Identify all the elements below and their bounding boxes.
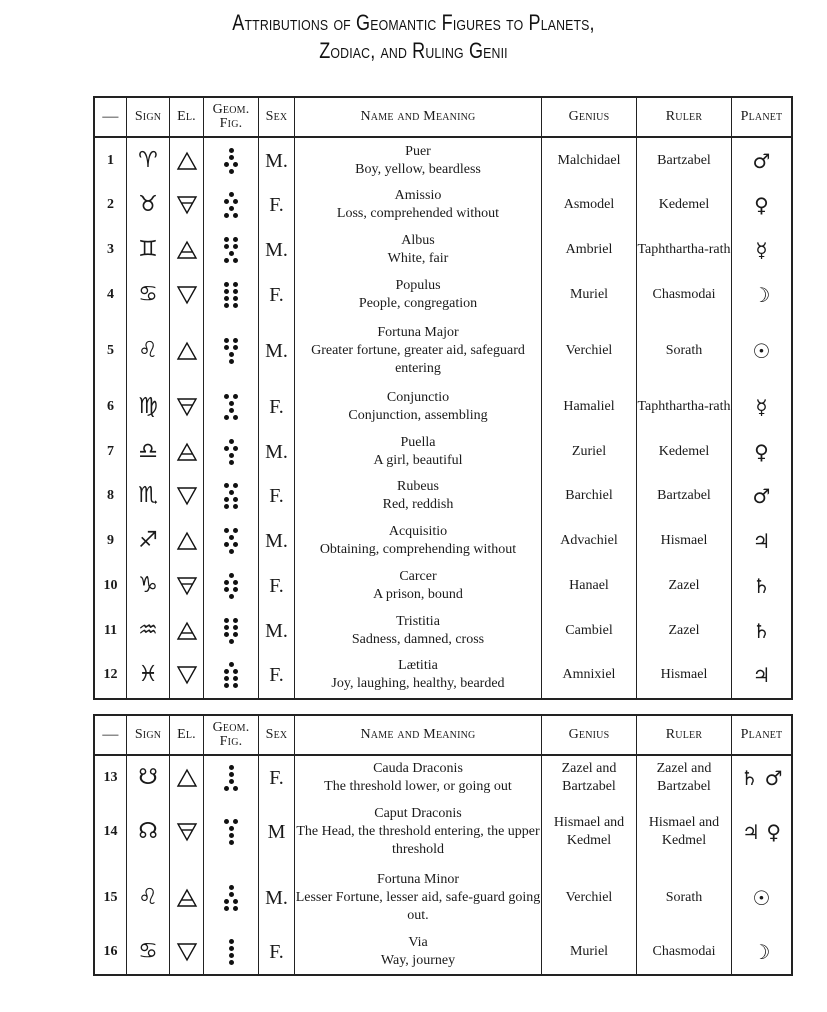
name-and-meaning-cell bbox=[295, 865, 542, 930]
zodiac-leo-icon: ♌ bbox=[127, 865, 170, 930]
table-body-nodes bbox=[94, 755, 792, 975]
name-and-meaning-cell bbox=[295, 317, 542, 384]
genius-value: Amnixiel bbox=[542, 653, 637, 699]
attributions-table-main bbox=[93, 96, 793, 700]
header-name-meaning: Name and Meaning bbox=[295, 715, 542, 755]
ruler-value: Sorath bbox=[637, 865, 732, 930]
planet-icon: ♀ bbox=[732, 183, 793, 228]
page-title-line-1: Attributions of Geomantic Figures to Planets, bbox=[232, 10, 595, 35]
header-sex: Sex bbox=[259, 715, 295, 755]
element-water-icon bbox=[170, 930, 204, 975]
zodiac-gemini-icon: ♊ bbox=[127, 228, 170, 273]
genius-value: Zazel and Bartzabel bbox=[542, 755, 637, 800]
figure-meaning: Joy, laughing, healthy, bearded bbox=[331, 676, 505, 692]
figure-name: Amissio bbox=[394, 188, 442, 204]
figure-meaning: A girl, beautiful bbox=[373, 452, 463, 468]
header-geom-line1: Geom. bbox=[212, 102, 250, 117]
figure-name: Caput Draconis bbox=[374, 806, 462, 822]
planet-icon: ♂ bbox=[732, 137, 793, 183]
figure-meaning: Greater fortune, greater aid, safeguard entering bbox=[311, 342, 525, 376]
geomantic-figure-icon bbox=[204, 930, 259, 975]
geomantic-figure-icon bbox=[204, 228, 259, 273]
ruler-value: Chasmodai bbox=[637, 930, 732, 975]
genius-value: Hismael and Kedmel bbox=[542, 800, 637, 865]
genius-value: Hamaliel bbox=[542, 384, 637, 429]
name-and-meaning-cell bbox=[295, 273, 542, 318]
planet-icon: ♂ bbox=[732, 474, 793, 519]
ruler-value: Kedemel bbox=[637, 183, 732, 228]
table-row bbox=[94, 800, 792, 865]
planet-icon: ☽ bbox=[732, 273, 793, 318]
geomantic-figure-icon bbox=[204, 183, 259, 228]
planet-icon: ♄ ♂ bbox=[732, 755, 793, 800]
name-and-meaning-cell bbox=[295, 930, 542, 975]
header-geomantic-figure bbox=[204, 715, 259, 755]
header-geom-line1: Geom. bbox=[212, 720, 250, 735]
sex-value: F. bbox=[259, 930, 295, 975]
figure-meaning: Way, journey bbox=[380, 953, 456, 969]
ruler-value: Hismael bbox=[637, 653, 732, 699]
planet-icon: ♄ bbox=[732, 563, 793, 608]
row-number: 12 bbox=[94, 653, 127, 699]
header-ruler: Ruler bbox=[637, 715, 732, 755]
table-row bbox=[94, 653, 792, 699]
genius-value: Ambriel bbox=[542, 228, 637, 273]
figure-name: Cauda Draconis bbox=[373, 760, 463, 776]
geomantic-figure-icon bbox=[204, 755, 259, 800]
table-row bbox=[94, 930, 792, 975]
row-number: 13 bbox=[94, 755, 127, 800]
geomantic-figure-icon bbox=[204, 519, 259, 564]
figure-meaning: The threshold lower, or going out bbox=[324, 778, 512, 794]
table-row bbox=[94, 384, 792, 429]
genius-value: Zuriel bbox=[542, 429, 637, 474]
header-genius: Genius bbox=[542, 97, 637, 137]
ruler-value: Hismael bbox=[637, 519, 732, 564]
name-and-meaning-cell bbox=[295, 563, 542, 608]
figure-name: Fortuna Major bbox=[377, 324, 459, 340]
name-and-meaning-cell bbox=[295, 228, 542, 273]
sex-value: F. bbox=[259, 384, 295, 429]
genius-value: Asmodel bbox=[542, 183, 637, 228]
header-planet: Planet bbox=[732, 97, 793, 137]
row-number: 15 bbox=[94, 865, 127, 930]
table-row bbox=[94, 608, 792, 653]
header-element: El. bbox=[170, 715, 204, 755]
geomantic-figure-icon bbox=[204, 273, 259, 318]
element-earth-icon bbox=[170, 183, 204, 228]
table-row bbox=[94, 563, 792, 608]
figure-name: Via bbox=[408, 935, 428, 951]
header-sign: Sign bbox=[127, 97, 170, 137]
name-and-meaning-cell bbox=[295, 474, 542, 519]
figure-meaning: People, congregation bbox=[358, 295, 478, 311]
figure-meaning: Loss, comprehended without bbox=[336, 206, 500, 222]
row-number: 14 bbox=[94, 800, 127, 865]
zodiac-pisces-icon: ♓ bbox=[127, 653, 170, 699]
table-row bbox=[94, 183, 792, 228]
table-row bbox=[94, 429, 792, 474]
geomantic-figure-icon bbox=[204, 137, 259, 183]
element-earth-icon bbox=[170, 563, 204, 608]
table-row bbox=[94, 273, 792, 318]
ruler-value: Hismael and Kedmel bbox=[637, 800, 732, 865]
row-number: 1 bbox=[94, 137, 127, 183]
genius-value: Muriel bbox=[542, 930, 637, 975]
element-air-icon bbox=[170, 429, 204, 474]
planet-icon: ♃ ♀ bbox=[732, 800, 793, 865]
table-header-row bbox=[94, 97, 792, 137]
sex-value: F. bbox=[259, 755, 295, 800]
figure-name: Fortuna Minor bbox=[376, 871, 460, 887]
row-number: 6 bbox=[94, 384, 127, 429]
name-and-meaning-cell bbox=[295, 384, 542, 429]
row-number: 9 bbox=[94, 519, 127, 564]
table-row bbox=[94, 228, 792, 273]
element-water-icon bbox=[170, 273, 204, 318]
header-number: — bbox=[94, 97, 127, 137]
row-number: 16 bbox=[94, 930, 127, 975]
geomantic-figure-icon bbox=[204, 653, 259, 699]
header-number: — bbox=[94, 715, 127, 755]
page-title-line-2: Zodiac, and Ruling Genii bbox=[319, 38, 508, 63]
row-number: 2 bbox=[94, 183, 127, 228]
row-number: 7 bbox=[94, 429, 127, 474]
ruler-value: Sorath bbox=[637, 317, 732, 384]
genius-value: Barchiel bbox=[542, 474, 637, 519]
header-geom-line2: Fig. bbox=[219, 734, 243, 749]
figure-name: Tristitia bbox=[396, 613, 440, 629]
element-air-icon bbox=[170, 608, 204, 653]
figure-meaning: The Head, the threshold entering, the upper threshold bbox=[296, 824, 540, 858]
header-sign: Sign bbox=[127, 715, 170, 755]
geomantic-figure-icon bbox=[204, 865, 259, 930]
zodiac-virgo-icon: ♍ bbox=[127, 384, 170, 429]
element-water-icon bbox=[170, 474, 204, 519]
zodiac-scorpio-icon: ♏ bbox=[127, 474, 170, 519]
sex-value: F. bbox=[259, 273, 295, 318]
zodiac-cancer-icon: ♋ bbox=[127, 930, 170, 975]
sex-value: M. bbox=[259, 228, 295, 273]
sex-value: F. bbox=[259, 183, 295, 228]
genius-value: Advachiel bbox=[542, 519, 637, 564]
name-and-meaning-cell bbox=[295, 800, 542, 865]
name-and-meaning-cell bbox=[295, 137, 542, 183]
genius-value: Cambiel bbox=[542, 608, 637, 653]
element-fire-icon bbox=[170, 755, 204, 800]
planet-icon: ☿ bbox=[732, 384, 793, 429]
ruler-value: Taphthartha-rath bbox=[637, 384, 732, 429]
name-and-meaning-cell bbox=[295, 429, 542, 474]
header-planet: Planet bbox=[732, 715, 793, 755]
sex-value: M. bbox=[259, 865, 295, 930]
table-header-row bbox=[94, 715, 792, 755]
element-earth-icon bbox=[170, 800, 204, 865]
zodiac-libra-icon: ♎ bbox=[127, 429, 170, 474]
ruler-value: Kedemel bbox=[637, 429, 732, 474]
ruler-value: Zazel and Bartzabel bbox=[637, 755, 732, 800]
name-and-meaning-cell bbox=[295, 608, 542, 653]
genius-value: Muriel bbox=[542, 273, 637, 318]
table-row bbox=[94, 755, 792, 800]
genius-value: Verchiel bbox=[542, 865, 637, 930]
sex-value: M. bbox=[259, 317, 295, 384]
element-water-icon bbox=[170, 653, 204, 699]
zodiac-aquarius-icon: ♒ bbox=[127, 608, 170, 653]
row-number: 8 bbox=[94, 474, 127, 519]
sex-value: M. bbox=[259, 429, 295, 474]
zodiac-aries-icon: ♈ bbox=[127, 137, 170, 183]
name-and-meaning-cell bbox=[295, 755, 542, 800]
zodiac-ascending-node-icon: ☊ bbox=[127, 800, 170, 865]
ruler-value: Chasmodai bbox=[637, 273, 732, 318]
table-row bbox=[94, 519, 792, 564]
figure-meaning: Red, reddish bbox=[382, 497, 454, 513]
name-and-meaning-cell bbox=[295, 519, 542, 564]
zodiac-cancer-icon: ♋ bbox=[127, 273, 170, 318]
figure-name: Acquisitio bbox=[388, 524, 448, 540]
figure-name: Albus bbox=[401, 233, 435, 249]
geomantic-figure-icon bbox=[204, 384, 259, 429]
figure-meaning: A prison, bound bbox=[373, 586, 463, 602]
name-and-meaning-cell bbox=[295, 183, 542, 228]
table-row bbox=[94, 317, 792, 384]
element-air-icon bbox=[170, 865, 204, 930]
header-geomantic-figure bbox=[204, 97, 259, 137]
element-fire-icon bbox=[170, 317, 204, 384]
ruler-value: Bartzabel bbox=[637, 137, 732, 183]
header-sex: Sex bbox=[259, 97, 295, 137]
planet-icon: ♄ bbox=[732, 608, 793, 653]
geomantic-figure-icon bbox=[204, 474, 259, 519]
header-name-meaning: Name and Meaning bbox=[295, 97, 542, 137]
sex-value: M. bbox=[259, 519, 295, 564]
zodiac-sagittarius-icon: ♐ bbox=[127, 519, 170, 564]
planet-icon: ☉ bbox=[732, 865, 793, 930]
planet-icon: ☿ bbox=[732, 228, 793, 273]
row-number: 3 bbox=[94, 228, 127, 273]
planet-icon: ♀ bbox=[732, 429, 793, 474]
planet-icon: ☉ bbox=[732, 317, 793, 384]
figure-name: Conjunctio bbox=[386, 389, 450, 405]
figure-meaning: Conjunction, assembling bbox=[348, 407, 488, 423]
ruler-value: Bartzabel bbox=[637, 474, 732, 519]
name-and-meaning-cell bbox=[295, 653, 542, 699]
figure-meaning: Obtaining, comprehending without bbox=[319, 542, 517, 558]
ruler-value: Taphthartha-rath bbox=[637, 228, 732, 273]
genius-value: Verchiel bbox=[542, 317, 637, 384]
figure-meaning: White, fair bbox=[387, 251, 449, 267]
zodiac-descending-node-icon: ☋ bbox=[127, 755, 170, 800]
figure-name: Puella bbox=[400, 434, 436, 450]
header-genius: Genius bbox=[542, 715, 637, 755]
figure-meaning: Lesser Fortune, lesser aid, safe-guard going out. bbox=[295, 889, 541, 923]
header-element: El. bbox=[170, 97, 204, 137]
table-body-main bbox=[94, 137, 792, 699]
zodiac-leo-icon: ♌ bbox=[127, 317, 170, 384]
sex-value: F. bbox=[259, 474, 295, 519]
figure-name: Rubeus bbox=[397, 479, 439, 495]
geomantic-figure-icon bbox=[204, 563, 259, 608]
geomantic-figure-icon bbox=[204, 429, 259, 474]
zodiac-taurus-icon: ♉ bbox=[127, 183, 170, 228]
geomantic-figure-icon bbox=[204, 800, 259, 865]
figure-name: Populus bbox=[395, 277, 441, 293]
sex-value: M bbox=[259, 800, 295, 865]
figure-name: Lætitia bbox=[398, 658, 438, 674]
table-row bbox=[94, 474, 792, 519]
planet-icon: ☽ bbox=[732, 930, 793, 975]
figure-meaning: Boy, yellow, beardless bbox=[355, 161, 481, 177]
figure-name: Carcer bbox=[399, 568, 437, 584]
sex-value: F. bbox=[259, 563, 295, 608]
row-number: 4 bbox=[94, 273, 127, 318]
figure-meaning: Sadness, damned, cross bbox=[351, 631, 485, 647]
genius-value: Malchidael bbox=[542, 137, 637, 183]
genius-value: Hanael bbox=[542, 563, 637, 608]
header-ruler: Ruler bbox=[637, 97, 732, 137]
element-earth-icon bbox=[170, 384, 204, 429]
figure-name: Puer bbox=[405, 143, 431, 159]
header-geom-line2: Fig. bbox=[219, 116, 243, 131]
geomantic-figure-icon bbox=[204, 317, 259, 384]
table-row bbox=[94, 137, 792, 183]
row-number: 10 bbox=[94, 563, 127, 608]
sex-value: M. bbox=[259, 137, 295, 183]
planet-icon: ♃ bbox=[732, 519, 793, 564]
attributions-table-nodes bbox=[93, 714, 793, 976]
geomantic-figure-icon bbox=[204, 608, 259, 653]
element-air-icon bbox=[170, 228, 204, 273]
table-row bbox=[94, 865, 792, 930]
row-number: 5 bbox=[94, 317, 127, 384]
element-fire-icon bbox=[170, 519, 204, 564]
element-fire-icon bbox=[170, 137, 204, 183]
zodiac-capricorn-icon: ♑ bbox=[127, 563, 170, 608]
sex-value: F. bbox=[259, 653, 295, 699]
ruler-value: Zazel bbox=[637, 608, 732, 653]
sex-value: M. bbox=[259, 608, 295, 653]
row-number: 11 bbox=[94, 608, 127, 653]
planet-icon: ♃ bbox=[732, 653, 793, 699]
ruler-value: Zazel bbox=[637, 563, 732, 608]
